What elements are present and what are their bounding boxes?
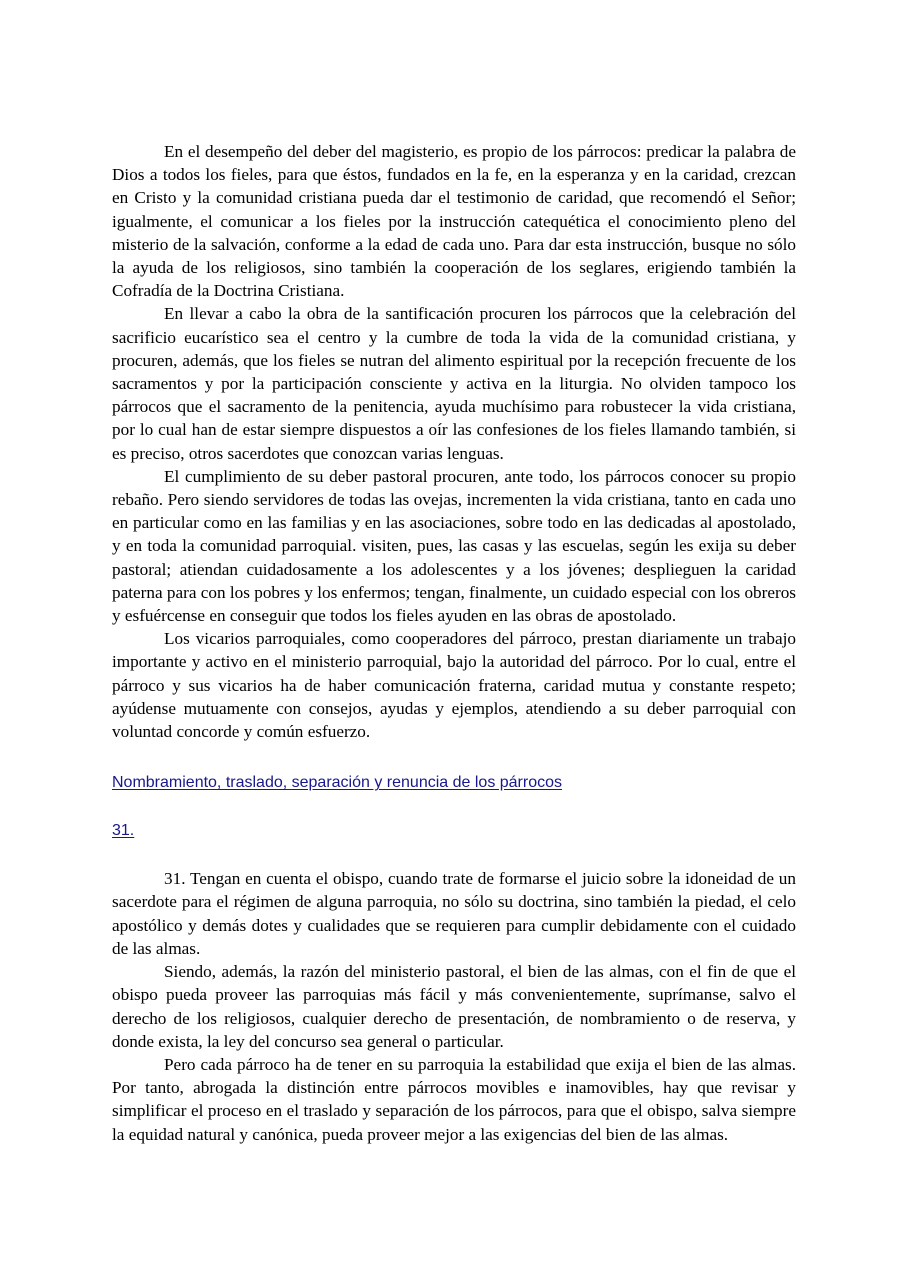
document-text-column [112, 140, 796, 1146]
section-number-31[interactable]: 31. [112, 822, 135, 840]
heading-top-spacer [112, 743, 796, 773]
section-heading-block [112, 773, 796, 793]
paragraph-estabilidad-parroquia: Pero cada párroco ha de tener en su parroquia la estabilidad que exija el bien de las almas. Por tanto, abrogada la distinción entre párrocos movibles e inamovibles, hay que revisar y simplificar el proceso en el traslado y separación de los párrocos, para que el obispo, salva siempre la equidad natural y canónica, pueda proveer mejor a las exigencias del bien de las almas. [112, 1054, 796, 1144]
section-heading-nombramiento[interactable]: Nombramiento, traslado, separación y renuncia de los párrocos [112, 774, 563, 792]
heading-number-spacer [112, 793, 796, 821]
paragraph-deber-pastoral: El cumplimiento de su deber pastoral procuren, ante todo, los párrocos conocer su propio rebaño. Pero siendo servidores de todas las ovejas, incrementen la vida cristiana, tanto en cada uno en particular como en las familias y en las asociaciones, sobre todo en las dedicadas al apostolado, y en toda la comunidad parroquial. visiten, pues, las casas y las escuelas, según les exija su deber pastoral; atiendan cuidadosamente a los adolescentes y a los jóvenes; desplieguen la caridad paterna para con los pobres y los enfermos; tengan, finalmente, un cuidado especial con los obreros y esfuércense en conseguir que todos los fieles ayuden en las obras de apostolado. [112, 466, 796, 626]
paragraph-vicarios-parroquiales: Los vicarios parroquiales, como cooperadores del párroco, prestan diariamente un trabajo importante y activo en el ministerio parroquial, bajo la autoridad del párroco. Por lo cual, entre el párroco y sus vicarios ha de haber comunicación fraterna, caridad mutua y constante respeto; ayúdense mutuamente con consejos, ayudas y ejemplos, atendiendo a su deber parroquial con voluntad concorde y común esfuerzo. [112, 629, 796, 742]
paragraph-ministerio-pastoral: Siendo, además, la razón del ministerio pastoral, el bien de las almas, con el fin de que el obispo pueda proveer las parroquias más fácil y más convenientemente, suprímanse, salvo el derecho de los religiosos, cualquier derecho de presentación, de nombramiento o de reserva, y donde exista, la ley del concurso sea general o particular. [112, 962, 796, 1051]
number-body-spacer [112, 841, 796, 867]
paragraph-magisterio: En el desempeño del deber del magisterio, es propio de los párrocos: predicar la palabra de Dios a todos los fieles, para que éstos, fundados en la fe, en la esperanza y en la caridad, crezcan en Cristo y la comunidad cristiana pueda dar el testimonio de caridad, que recomendó el Señor; igualmente, el comunicar a los fieles por la instrucción catequética el conocimiento pleno del misterio de la salvación, conforme a la edad de cada uno. Para dar esta instrucción, busque no sólo la ayuda de los religiosos, sino también la cooperación de los seglares, erigiendo también la Cofradía de la Doctrina Cristiana. [112, 142, 796, 301]
paragraph-idoneidad-sacerdote: 31. Tengan en cuenta el obispo, cuando trate de formarse el juicio sobre la idoneidad de un sacerdote para el régimen de alguna parroquia, no sólo su doctrina, sino también la piedad, el celo apostólico y demás dotes y cualidades que se requieren para cumplir debidamente con el cuidado de las almas. [112, 869, 796, 958]
paragraph-santificacion: En llevar a cabo la obra de la santificación procuren los párrocos que la celebración del sacrificio eucarístico sea el centro y la cumbre de toda la vida de la comunidad cristiana, y procuren, además, que los fieles se nutran del alimento espiritual por la recepción frecuente de los sacramentos y por la participación consciente y activa en la liturgia. No olviden tampoco los párrocos que el sacramento de la penitencia, ayuda muchísimo para robustecer la vida cristiana, por lo cual han de estar siempre dispuestos a oír las confesiones de los fieles llamando también, si es preciso, otros sacerdotes que conozcan varias lenguas. [112, 304, 796, 463]
section-number-block [112, 821, 796, 841]
